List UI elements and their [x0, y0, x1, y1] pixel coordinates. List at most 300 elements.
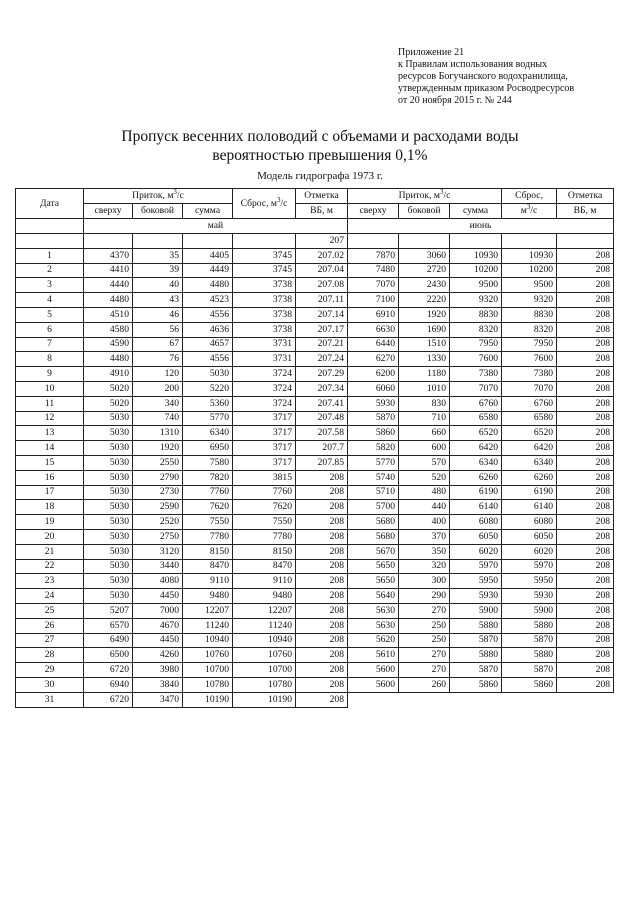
june-sum-cell: 6050 [450, 529, 502, 544]
may-side-cell: 40 [133, 278, 183, 293]
table-row [16, 352, 614, 367]
blank-cell [16, 234, 84, 249]
june-level-cell: 208 [557, 278, 614, 293]
may-discharge-cell: 9480 [233, 589, 296, 604]
june-sum-cell: 6140 [450, 500, 502, 515]
may-side-cell: 1920 [133, 441, 183, 456]
june-top-cell: 5650 [348, 559, 399, 574]
table-row [16, 633, 614, 648]
unit-pre: м [520, 205, 527, 216]
date-cell: 4 [16, 293, 84, 308]
june-top-cell: 5870 [348, 411, 399, 426]
june-level-cell: 208 [557, 529, 614, 544]
june-sum-cell: 7600 [450, 352, 502, 367]
june-discharge-cell: 9320 [502, 293, 557, 308]
unit-sup: 3 [526, 203, 531, 211]
june-level-cell: 208 [557, 441, 614, 456]
may-side-cell: 3470 [133, 692, 183, 707]
unit-tail: /с [443, 190, 451, 201]
june-discharge-cell: 5950 [502, 574, 557, 589]
june-side-cell: 1180 [399, 367, 450, 382]
may-sum-cell: 4523 [183, 293, 233, 308]
may-side-cell: 1310 [133, 426, 183, 441]
table-row [16, 455, 614, 470]
june-top-cell: 5650 [348, 574, 399, 589]
june-sum-cell: 5970 [450, 559, 502, 574]
june-side-cell: 270 [399, 648, 450, 663]
june-sum-cell: 6190 [450, 485, 502, 500]
may-sum-cell: 11240 [183, 618, 233, 633]
june-side-cell: 1690 [399, 322, 450, 337]
may-discharge-cell: 3738 [233, 307, 296, 322]
may-side-cell: 35 [133, 248, 183, 263]
may-sum-cell: 10760 [183, 648, 233, 663]
june-side-cell: 320 [399, 559, 450, 574]
june-discharge-cell: 7380 [502, 367, 557, 382]
may-level-cell: 207.58 [296, 426, 348, 441]
table-row [16, 677, 614, 692]
may-discharge-cell: 11240 [233, 618, 296, 633]
may-discharge-cell: 3738 [233, 278, 296, 293]
june-side-cell: 570 [399, 455, 450, 470]
may-top-cell: 5030 [84, 529, 133, 544]
june-sum-cell: 6260 [450, 470, 502, 485]
june-level-cell: 208 [557, 677, 614, 692]
june-discharge-cell: 6420 [502, 441, 557, 456]
may-top-cell: 4480 [84, 293, 133, 308]
may-top-cell: 5030 [84, 515, 133, 530]
header-discharge-june-2 [502, 204, 557, 219]
june-discharge-cell: 6020 [502, 544, 557, 559]
may-side-cell: 39 [133, 263, 183, 278]
appendix-line: к Правилам использования водных [398, 59, 548, 70]
table-row [16, 248, 614, 263]
may-sum-cell: 5770 [183, 411, 233, 426]
may-level-cell: 208 [296, 500, 348, 515]
june-side-cell: 480 [399, 485, 450, 500]
may-top-cell: 5030 [84, 485, 133, 500]
june-level-cell: 208 [557, 263, 614, 278]
june-level-cell: 208 [557, 559, 614, 574]
june-sum-cell: 5950 [450, 574, 502, 589]
may-discharge-cell: 3815 [233, 470, 296, 485]
may-level-cell: 208 [296, 618, 348, 633]
june-top-cell: 7480 [348, 263, 399, 278]
may-discharge-cell: 3731 [233, 337, 296, 352]
june-sum-cell: 6420 [450, 441, 502, 456]
june-side-cell: 660 [399, 426, 450, 441]
may-level-cell: 208 [296, 515, 348, 530]
unit-sup: 3 [439, 188, 444, 196]
may-top-cell: 4910 [84, 367, 133, 382]
appendix-line: Приложение 21 [398, 47, 465, 58]
june-side-cell: 440 [399, 500, 450, 515]
june-top-cell: 5710 [348, 485, 399, 500]
june-level-cell: 208 [557, 293, 614, 308]
june-side-cell: 290 [399, 589, 450, 604]
may-discharge-cell: 7550 [233, 515, 296, 530]
june-discharge-cell: 6190 [502, 485, 557, 500]
june-top-cell: 5600 [348, 677, 399, 692]
may-level-cell: 208 [296, 529, 348, 544]
may-discharge-cell: 3731 [233, 352, 296, 367]
blank-cell [557, 234, 614, 249]
june-side-cell: 370 [399, 529, 450, 544]
june-top-cell: 5610 [348, 648, 399, 663]
may-side-cell: 120 [133, 367, 183, 382]
may-top-cell: 5020 [84, 381, 133, 396]
june-discharge-cell: 6050 [502, 529, 557, 544]
june-top-cell: 5820 [348, 441, 399, 456]
date-cell: 12 [16, 411, 84, 426]
table-row [16, 559, 614, 574]
may-level-cell: 208 [296, 663, 348, 678]
header-inflow-june [348, 189, 502, 204]
table-row [16, 322, 614, 337]
may-level-cell: 207.17 [296, 322, 348, 337]
may-top-cell: 5030 [84, 559, 133, 574]
may-side-cell: 2730 [133, 485, 183, 500]
june-side-cell: 1010 [399, 381, 450, 396]
blank-cell [84, 234, 133, 249]
june-side-cell: 710 [399, 411, 450, 426]
may-level-cell: 208 [296, 633, 348, 648]
june-side-cell: 2430 [399, 278, 450, 293]
june-level-cell: 208 [557, 603, 614, 618]
june-discharge-cell: 5860 [502, 677, 557, 692]
may-discharge-cell: 3717 [233, 455, 296, 470]
may-top-cell: 5030 [84, 426, 133, 441]
may-level-cell: 207.85 [296, 455, 348, 470]
date-cell: 6 [16, 322, 84, 337]
header-level-may-1: Отметка [296, 189, 348, 204]
june-discharge-cell: 10200 [502, 263, 557, 278]
date-cell: 16 [16, 470, 84, 485]
date-cell: 2 [16, 263, 84, 278]
may-top-cell: 4590 [84, 337, 133, 352]
header-level-may-2: ВБ, м [296, 204, 348, 219]
june-level-cell: 208 [557, 337, 614, 352]
may-sum-cell: 7550 [183, 515, 233, 530]
may-level-cell: 207.04 [296, 263, 348, 278]
june-discharge-cell: 6580 [502, 411, 557, 426]
date-cell: 19 [16, 515, 84, 530]
june-sum-cell: 6020 [450, 544, 502, 559]
table-row [16, 574, 614, 589]
may-level-cell: 208 [296, 485, 348, 500]
may-top-cell: 5030 [84, 441, 133, 456]
june-sum-cell: 6080 [450, 515, 502, 530]
may-side-cell: 4080 [133, 574, 183, 589]
may-side-cell: 56 [133, 322, 183, 337]
unit-tail: /с [530, 205, 538, 216]
june-level-cell: 208 [557, 352, 614, 367]
june-top-cell: 5700 [348, 500, 399, 515]
may-discharge-cell: 3717 [233, 426, 296, 441]
appendix-note [398, 47, 628, 107]
inflow-label: Приток, м [132, 190, 174, 201]
june-discharge-cell: 6140 [502, 500, 557, 515]
may-level-cell: 207.21 [296, 337, 348, 352]
may-sum-cell: 4405 [183, 248, 233, 263]
june-discharge-cell: 8830 [502, 307, 557, 322]
flood-table [15, 188, 614, 708]
date-cell: 8 [16, 352, 84, 367]
date-cell: 27 [16, 633, 84, 648]
may-level-cell: 207.29 [296, 367, 348, 382]
june-sum-cell: 5870 [450, 663, 502, 678]
june-discharge-cell: 7950 [502, 337, 557, 352]
initial-level-row [16, 234, 614, 249]
june-side-cell: 3060 [399, 248, 450, 263]
june-sum-cell: 6340 [450, 455, 502, 470]
date-cell: 22 [16, 559, 84, 574]
may-sum-cell: 8470 [183, 559, 233, 574]
table-row [16, 367, 614, 382]
june-sum-cell: 6760 [450, 396, 502, 411]
may-discharge-cell: 10700 [233, 663, 296, 678]
may-side-cell: 2520 [133, 515, 183, 530]
date-cell: 29 [16, 663, 84, 678]
may-sum-cell: 7780 [183, 529, 233, 544]
june-level-cell: 208 [557, 367, 614, 382]
month-may: май [84, 219, 348, 234]
june-top-cell: 5860 [348, 426, 399, 441]
month-june: июнь [348, 219, 614, 234]
unit-sup: 3 [276, 195, 281, 204]
may-side-cell: 3120 [133, 544, 183, 559]
may-level-cell: 207.41 [296, 396, 348, 411]
header-top-june: сверху [348, 204, 399, 219]
june-level-cell: 208 [557, 307, 614, 322]
june-level-cell: 208 [557, 411, 614, 426]
may-top-cell: 6940 [84, 677, 133, 692]
june-discharge-cell: 6760 [502, 396, 557, 411]
may-sum-cell: 7620 [183, 500, 233, 515]
june-sum-cell: 10200 [450, 263, 502, 278]
document-title [0, 127, 640, 165]
table-row [16, 263, 614, 278]
june-top-cell: 5620 [348, 633, 399, 648]
header-side-june: боковой [399, 204, 450, 219]
june-level-cell: 208 [557, 381, 614, 396]
header-date: Дата [16, 189, 84, 219]
may-top-cell: 4510 [84, 307, 133, 322]
initial-level: 207 [296, 234, 348, 249]
date-cell: 28 [16, 648, 84, 663]
may-top-cell: 6570 [84, 618, 133, 633]
may-top-cell: 5030 [84, 574, 133, 589]
may-discharge-cell: 9110 [233, 574, 296, 589]
may-side-cell: 2550 [133, 455, 183, 470]
header-discharge-may [233, 189, 296, 219]
may-top-cell: 6500 [84, 648, 133, 663]
may-sum-cell: 6950 [183, 441, 233, 456]
june-side-cell: 250 [399, 633, 450, 648]
june-level-cell: 208 [557, 396, 614, 411]
may-top-cell: 5030 [84, 544, 133, 559]
may-side-cell: 7000 [133, 603, 183, 618]
table-row [16, 293, 614, 308]
may-discharge-cell: 3738 [233, 293, 296, 308]
june-level-cell: 208 [557, 648, 614, 663]
unit-tail: /с [176, 190, 184, 201]
june-top-cell: 5600 [348, 663, 399, 678]
june-side-cell: 260 [399, 677, 450, 692]
table-row [16, 441, 614, 456]
june-top-cell: 5770 [348, 455, 399, 470]
may-side-cell: 67 [133, 337, 183, 352]
table-row [16, 485, 614, 500]
table-row [16, 396, 614, 411]
may-top-cell: 6490 [84, 633, 133, 648]
may-discharge-cell: 10780 [233, 677, 296, 692]
may-sum-cell: 12207 [183, 603, 233, 618]
header-inflow-may [84, 189, 233, 204]
june-top-cell: 7100 [348, 293, 399, 308]
date-cell: 11 [16, 396, 84, 411]
june-level-cell: 208 [557, 589, 614, 604]
may-sum-cell: 4556 [183, 352, 233, 367]
may-discharge-cell: 10190 [233, 692, 296, 707]
may-side-cell: 43 [133, 293, 183, 308]
june-sum-cell: 10930 [450, 248, 502, 263]
date-cell: 5 [16, 307, 84, 322]
header-blank [16, 219, 84, 234]
may-level-cell: 207.24 [296, 352, 348, 367]
table-row [16, 529, 614, 544]
june-discharge-cell: 5880 [502, 618, 557, 633]
june-sum-cell: 8320 [450, 322, 502, 337]
date-cell: 21 [16, 544, 84, 559]
may-top-cell: 4580 [84, 322, 133, 337]
june-level-cell: 208 [557, 574, 614, 589]
may-discharge-cell: 3724 [233, 367, 296, 382]
may-level-cell: 208 [296, 677, 348, 692]
june-sum-cell: 5900 [450, 603, 502, 618]
may-discharge-cell: 3745 [233, 248, 296, 263]
may-level-cell: 207.48 [296, 411, 348, 426]
may-top-cell: 4410 [84, 263, 133, 278]
may-discharge-cell: 3738 [233, 322, 296, 337]
june-top-cell: 5630 [348, 603, 399, 618]
may-side-cell: 76 [133, 352, 183, 367]
unit-sup: 3 [173, 188, 177, 196]
may-sum-cell: 8150 [183, 544, 233, 559]
may-level-cell: 207.34 [296, 381, 348, 396]
june-side-cell: 270 [399, 663, 450, 678]
date-cell: 30 [16, 677, 84, 692]
title-line-1: Пропуск весенних половодий с объемами и расходами воды [121, 128, 519, 145]
table-row [16, 278, 614, 293]
may-level-cell: 208 [296, 589, 348, 604]
may-sum-cell: 10940 [183, 633, 233, 648]
date-cell: 9 [16, 367, 84, 382]
june-sum-cell: 8830 [450, 307, 502, 322]
table-row [16, 426, 614, 441]
june-level-cell: 208 [557, 633, 614, 648]
may-sum-cell: 10190 [183, 692, 233, 707]
date-cell: 23 [16, 574, 84, 589]
date-cell: 20 [16, 529, 84, 544]
june-top-cell: 7870 [348, 248, 399, 263]
june-level-cell: 208 [557, 663, 614, 678]
may-discharge-cell: 7620 [233, 500, 296, 515]
may-side-cell: 740 [133, 411, 183, 426]
june-discharge-cell: 8320 [502, 322, 557, 337]
june-side-cell: 270 [399, 603, 450, 618]
may-discharge-cell: 10940 [233, 633, 296, 648]
may-side-cell: 200 [133, 381, 183, 396]
june-sum-cell: 9500 [450, 278, 502, 293]
june-side-cell: 2220 [399, 293, 450, 308]
may-side-cell: 2750 [133, 529, 183, 544]
june-discharge-cell: 5900 [502, 603, 557, 618]
table-row [16, 411, 614, 426]
june-side-cell: 250 [399, 618, 450, 633]
may-discharge-cell: 8150 [233, 544, 296, 559]
unit-tail: /с [280, 197, 288, 209]
june-sum-cell: 5860 [450, 677, 502, 692]
june-top-cell: 6200 [348, 367, 399, 382]
header-row-2 [16, 204, 614, 219]
table-row [16, 692, 614, 707]
may-level-cell: 207.02 [296, 248, 348, 263]
june-side-cell: 830 [399, 396, 450, 411]
june-discharge-cell: 6340 [502, 455, 557, 470]
header-row-1 [16, 189, 614, 204]
may-level-cell: 208 [296, 470, 348, 485]
date-cell: 13 [16, 426, 84, 441]
june-level-cell: 208 [557, 455, 614, 470]
may-side-cell: 2790 [133, 470, 183, 485]
appendix-line: утвержденным приказом Росводресурсов [398, 83, 575, 94]
june-side-cell: 300 [399, 574, 450, 589]
table-row [16, 544, 614, 559]
june-discharge-cell: 10930 [502, 248, 557, 263]
may-sum-cell: 9480 [183, 589, 233, 604]
june-top-cell: 5680 [348, 529, 399, 544]
may-level-cell: 208 [296, 603, 348, 618]
appendix-line: ресурсов Богучанского водохранилища, [398, 71, 568, 82]
june-discharge-cell: 6520 [502, 426, 557, 441]
june-level-cell: 208 [557, 515, 614, 530]
june-side-cell: 520 [399, 470, 450, 485]
may-discharge-cell: 7780 [233, 529, 296, 544]
may-sum-cell: 9110 [183, 574, 233, 589]
may-sum-cell: 7820 [183, 470, 233, 485]
date-cell: 26 [16, 618, 84, 633]
may-top-cell: 5030 [84, 411, 133, 426]
june-discharge-cell: 6260 [502, 470, 557, 485]
june-level-cell: 208 [557, 426, 614, 441]
may-side-cell: 46 [133, 307, 183, 322]
june-level-cell: 208 [557, 485, 614, 500]
may-top-cell: 5030 [84, 455, 133, 470]
may-side-cell: 3440 [133, 559, 183, 574]
june-discharge-cell: 5970 [502, 559, 557, 574]
may-sum-cell: 4556 [183, 307, 233, 322]
june-top-cell: 6440 [348, 337, 399, 352]
blank-cell [450, 234, 502, 249]
june-side-cell: 1920 [399, 307, 450, 322]
may-sum-cell: 6340 [183, 426, 233, 441]
june-sum-cell: 5880 [450, 618, 502, 633]
june-sum-cell: 6520 [450, 426, 502, 441]
june-discharge-cell: 5870 [502, 663, 557, 678]
may-side-cell: 3980 [133, 663, 183, 678]
may-top-cell: 6720 [84, 692, 133, 707]
